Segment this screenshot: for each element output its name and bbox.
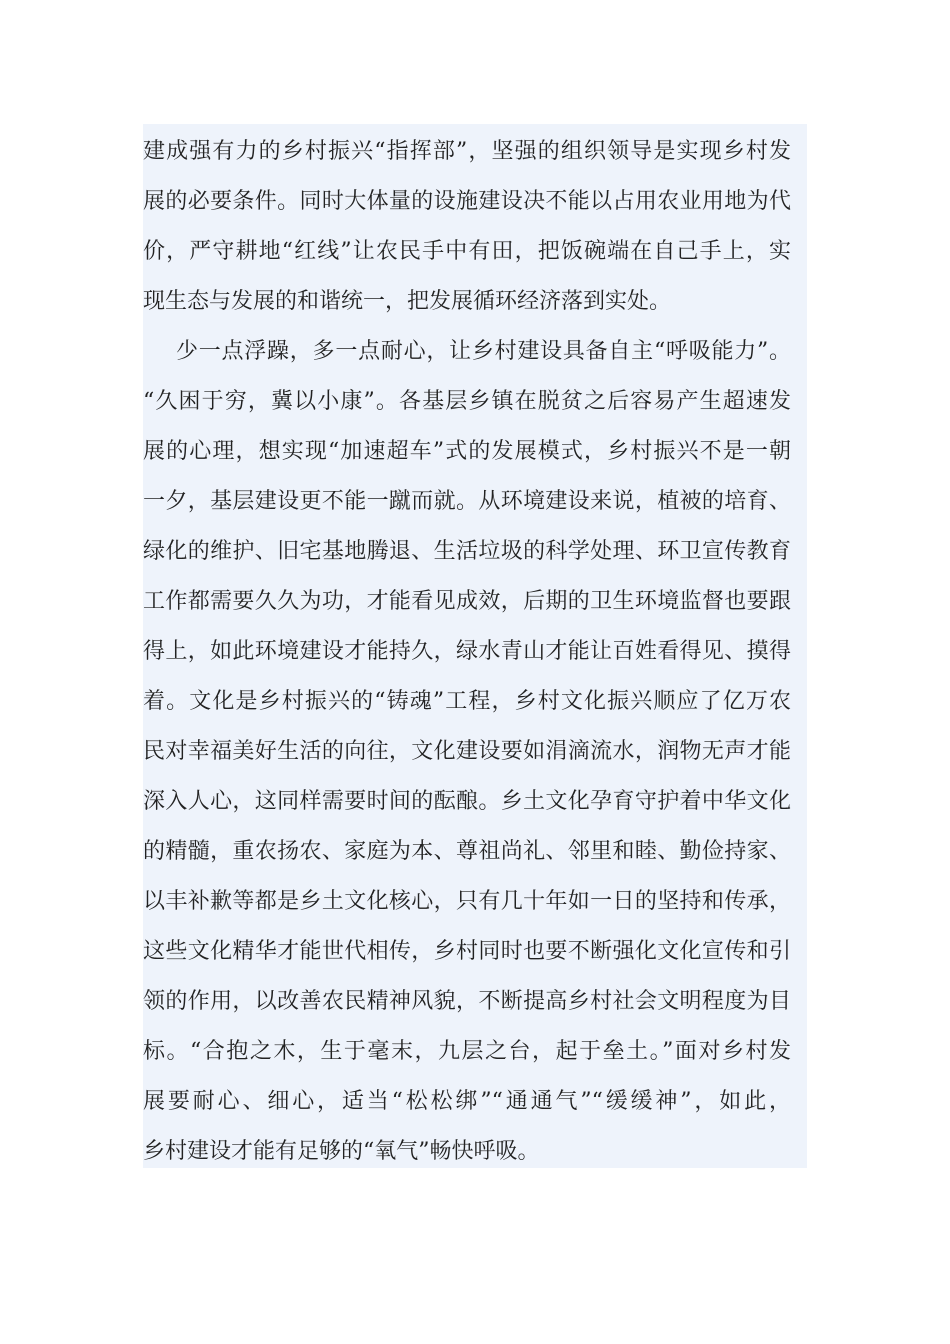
text-line: 现生态与发展的和谐统一，把发展循环经济落到实处。 — [143, 289, 672, 314]
text-line: 领的作用，以改善农民精神风貌，不断提高乡村社会文明程度为目 — [143, 989, 791, 1014]
text-line: 得上，如此环境建设才能持久，绿水青山才能让百姓看得见、摸得 — [143, 639, 791, 664]
text-line: 的精髓，重农扬农、家庭为本、尊祖尚礼、邻里和睦、勤俭持家、 — [143, 839, 791, 864]
text-line: 展要耐心、细心，适当“松松绑”“通通气”“缓缓神”，如此， — [143, 1089, 791, 1114]
text-line: “久困于穷，冀以小康”。各基层乡镇在脱贫之后容易产生超速发 — [143, 389, 791, 414]
text-line: 工作都需要久久为功，才能看见成效，后期的卫生环境监督也要跟 — [143, 589, 791, 614]
text-line: 着。文化是乡村振兴的“铸魂”工程，乡村文化振兴顺应了亿万农 — [143, 689, 791, 714]
highlighted-text-block — [143, 124, 807, 1168]
text-line: 以丰补歉等都是乡土文化核心，只有几十年如一日的坚持和传承， — [143, 889, 791, 914]
text-line: 建成强有力的乡村振兴“指挥部”，坚强的组织领导是实现乡村发 — [143, 139, 791, 164]
text-line: 一夕，基层建设更不能一蹴而就。从环境建设来说，植被的培育、 — [143, 489, 791, 514]
text-line: 展的心理，想实现“加速超车”式的发展模式，乡村振兴不是一朝 — [143, 439, 791, 464]
text-line: 这些文化精华才能世代相传，乡村同时也要不断强化文化宣传和引 — [143, 939, 791, 964]
text-line: 绿化的维护、旧宅基地腾退、生活垃圾的科学处理、环卫宣传教育 — [143, 539, 791, 564]
text-line: 乡村建设才能有足够的“氧气”畅快呼吸。 — [143, 1139, 540, 1164]
text-line: 价，严守耕地“红线”让农民手中有田，把饭碗端在自己手上，实 — [143, 239, 791, 264]
text-line: 展的必要条件。同时大体量的设施建设决不能以占用农业用地为代 — [143, 189, 791, 214]
paragraph-first-line: 少一点浮躁，多一点耐心，让乡村建设具备自主“呼吸能力”。 — [176, 339, 791, 364]
text-line: 深入人心，这同样需要时间的酝酿。乡土文化孕育守护着中华文化 — [143, 789, 791, 814]
text-line: 民对幸福美好生活的向往，文化建设要如涓滴流水，润物无声才能 — [143, 739, 791, 764]
text-line: 标。“合抱之木，生于毫末，九层之台，起于垒土。”面对乡村发 — [143, 1039, 791, 1064]
